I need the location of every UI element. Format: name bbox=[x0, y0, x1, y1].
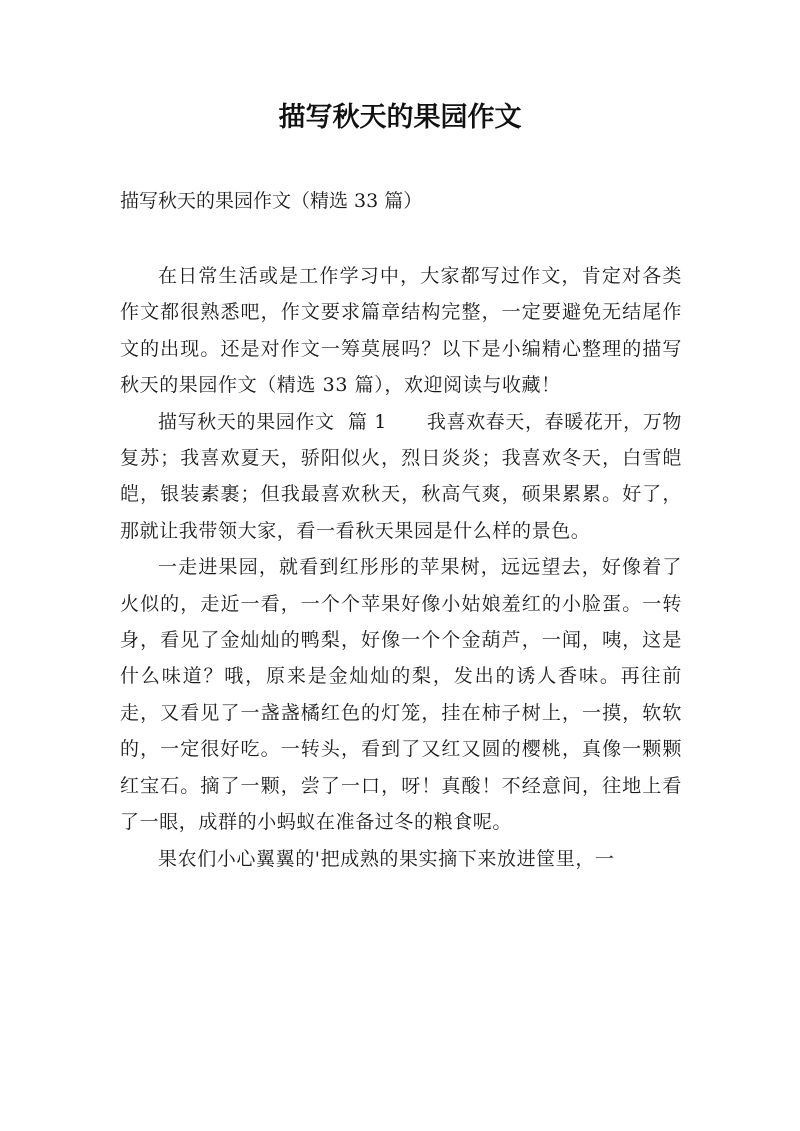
paragraph-text: 在日常生活或是工作学习中，大家都写过作文，肯定对各类作文都很熟悉吧，作文要求篇章结构完整，一定要避免无结尾作文的出现。还是对作文一筹莫展吗？以下是小编精心整理的描写秋天的果园作文（精选 33 篇），欢迎阅读与收藏！ bbox=[120, 265, 682, 397]
page-title: 描写秋天的果园作文 bbox=[278, 102, 522, 133]
paragraph-intro bbox=[120, 258, 682, 404]
article-body bbox=[120, 258, 682, 877]
document-subtitle: 描写秋天的果园作文（精选 33 篇） bbox=[120, 190, 423, 212]
paragraph-text: 果农们小心翼翼的'把成熟的果实摘下来放进筐里，一 bbox=[158, 847, 615, 870]
paragraph-farmers bbox=[120, 841, 682, 877]
paragraph-section-1 bbox=[120, 404, 682, 550]
paragraph-text: 我喜欢春天，春暖花开，万物复苏；我喜欢夏天，骄阳似火，烈日炎炎；我喜欢冬天，白雪皑皑，银装素裹；但我最喜欢秋天，秋高气爽，硕果累累。好了，那就让我带领大家，看一看秋天果园是什么样的景色。 bbox=[120, 410, 682, 542]
paragraph-orchard bbox=[120, 549, 682, 840]
paragraph-text: 一走进果园，就看到红彤彤的苹果树，远远望去，好像着了火似的，走近一看，一个个苹果好像小姑娘羞红的小脸蛋。一转身，看见了金灿灿的鸭梨，好像一个个金葫芦，一闻，咦，这是什么味道？哦，原来是金灿灿的梨，发出的诱人香味。再往前走，又看见了一盏盏橘红色的灯笼，挂在柿子树上，一摸，软软的，一定很好吃。一转头，看到了又红又圆的樱桃，真像一颗颗红宝石。摘了一颗，尝了一口，呀！真酸！不经意间，往地上看了一眼，成群的小蚂蚁在准备过冬的粮食呢。 bbox=[120, 556, 682, 834]
section-heading: 描写秋天的果园作文 篇 1 bbox=[158, 410, 427, 433]
